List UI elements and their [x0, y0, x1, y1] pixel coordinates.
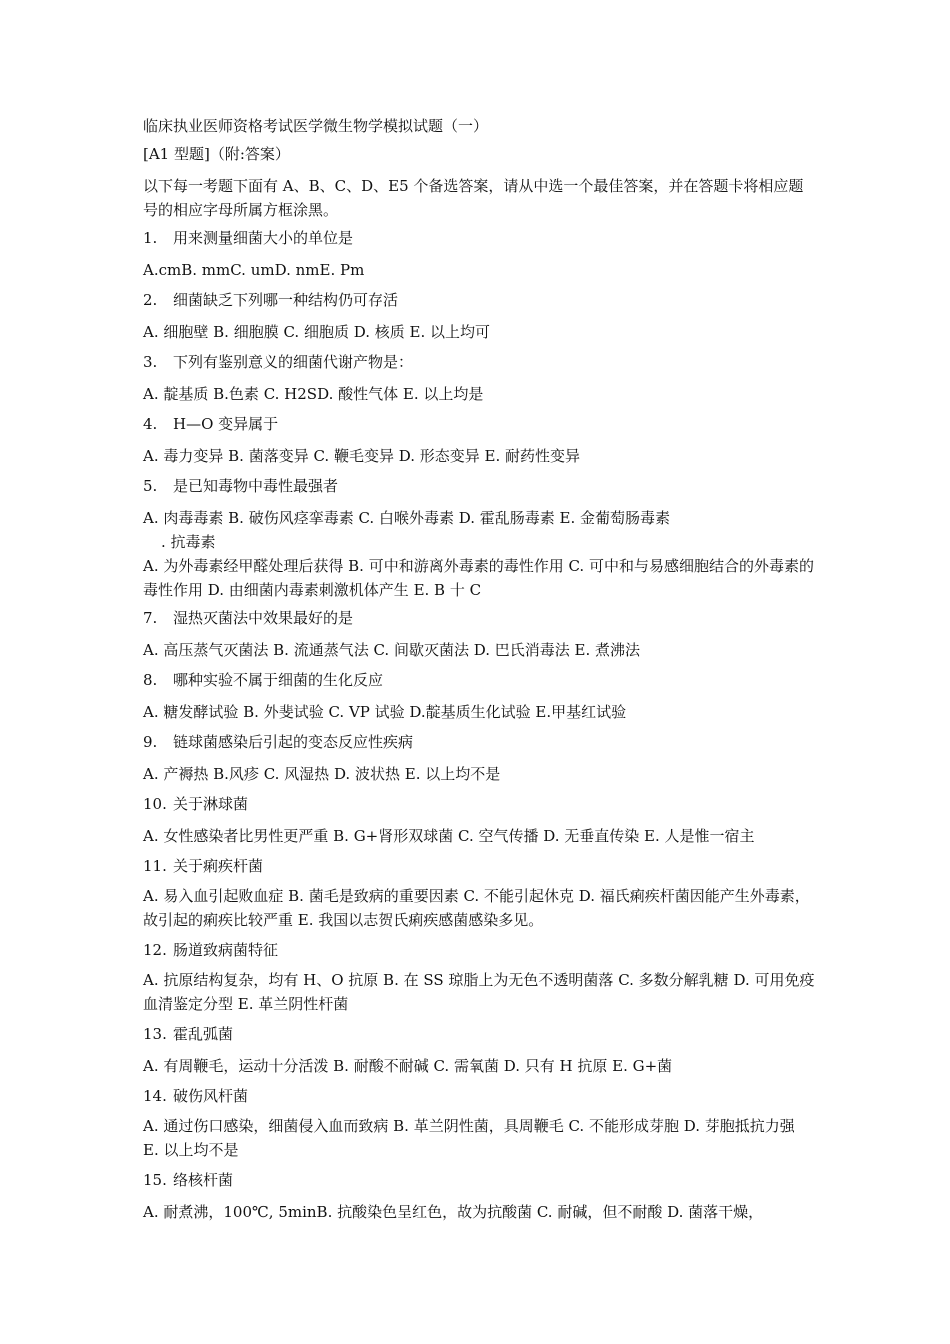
question-7 [143, 608, 815, 628]
question-14 [143, 1086, 815, 1106]
question-number: 7. [143, 609, 158, 627]
question-10 [143, 794, 815, 814]
question-4-options: A. 毒力变异 B. 菌落变异 C. 鞭毛变异 D. 形态变异 E. 耐药性变异 [143, 447, 580, 465]
question-2 [143, 290, 815, 310]
question-13 [143, 1024, 815, 1044]
question-12 [143, 940, 815, 960]
question-1 [143, 228, 815, 248]
question-12-options: A. 抗原结构复杂，均有 H、O 抗原 B. 在 SS 琼脂上为无色不透明菌落 C. 多数分解乳糖 D. 可用免疫血清鉴定分型 E. 革兰阴性杆菌 [143, 971, 815, 1013]
question-number: 9. [143, 733, 158, 751]
question-1-options: A.cmB. mmC. umD. nmE. Pm [143, 261, 365, 279]
question-text: H—O 变异属于 [173, 415, 279, 433]
instructions: 以下每一考题下面有 A、B、C、D、E5 个备选答案，请从中选一个最佳答案，并在答题卡将相应题号的相应字母所属方框涂黑。 [143, 177, 804, 219]
question-number: 10. [143, 795, 167, 813]
question-number: 5. [143, 477, 158, 495]
question-text: 关于淋球菌 [173, 795, 249, 813]
question-text: 破伤风杆菌 [173, 1087, 249, 1105]
question-4 [143, 414, 815, 434]
question-number: 3. [143, 353, 158, 371]
question-6-header: . 抗毒素 [161, 533, 216, 551]
question-11 [143, 856, 815, 876]
document-title: 临床执业医师资格考试医学微生物学模拟试题（一） [143, 117, 489, 135]
question-number: 4. [143, 415, 158, 433]
question-8 [143, 670, 815, 690]
question-15 [143, 1170, 815, 1190]
question-text: 是已知毒物中毒性最强者 [173, 477, 339, 495]
question-number: 1. [143, 229, 158, 247]
question-text: 细菌缺乏下列哪一种结构仍可存活 [173, 291, 399, 309]
question-5 [143, 476, 815, 496]
question-text: 络核杆菌 [173, 1171, 234, 1189]
question-number: 14. [143, 1087, 167, 1105]
question-2-options: A. 细胞壁 B. 细胞膜 C. 细胞质 D. 核质 E. 以上均可 [143, 323, 490, 341]
question-7-options: A. 高压蒸气灭菌法 B. 流通蒸气法 C. 间歇灭菌法 D. 巴氏消毒法 E. 煮沸法 [143, 641, 640, 659]
question-text: 关于痢疾杆菌 [173, 857, 264, 875]
question-text: 下列有鉴别意义的细菌代谢产物是： [173, 353, 414, 371]
question-number: 2. [143, 291, 158, 309]
question-3-options: A. 靛基质 B.色素 C. H2SD. 酸性气体 E. 以上均是 [143, 385, 484, 403]
question-text: 用来测量细菌大小的单位是 [173, 229, 354, 247]
question-3 [143, 352, 815, 372]
document-content [143, 116, 815, 1222]
question-8-options: A. 糖发酵试验 B. 外斐试验 C. VP 试验 D.靛基质生化试验 E.甲基红试验 [143, 703, 627, 721]
question-10-options: A. 女性感染者比男性更严重 B. G+肾形双球菌 C. 空气传播 D. 无垂直传染 E. 人是惟一宿主 [143, 827, 755, 845]
question-number: 12. [143, 941, 167, 959]
question-text: 链球菌感染后引起的变态反应性疾病 [173, 733, 414, 751]
question-number: 15. [143, 1171, 167, 1189]
question-14-options: A. 通过伤口感染，细菌侵入血而致病 B. 革兰阴性菌，具周鞭毛 C. 不能形成芽胞 D. 芽胞抵抗力强 E. 以上均不是 [143, 1117, 795, 1159]
question-number: 13. [143, 1025, 167, 1043]
question-text: 哪种实验不属于细菌的生化反应 [173, 671, 384, 689]
question-11-options: A. 易入血引起败血症 B. 菌毛是致病的重要因素 C. 不能引起休克 D. 福氏痢疾杆菌因能产生外毒素，故引起的痢疾比较严重 E. 我国以志贺氏痢疾感菌感染多见。 [143, 887, 810, 929]
question-6-options: A. 为外毒素经甲醛处理后获得 B. 可中和游离外毒素的毒性作用 C. 可中和与易感细胞结合的外毒素的毒性作用 D. 由细菌内毒素刺激机体产生 E. B 十 C [143, 557, 814, 599]
question-text: 肠道致病菌特征 [173, 941, 279, 959]
question-13-options: A. 有周鞭毛，运动十分活泼 B. 耐酸不耐碱 C. 需氧菌 D. 只有 H 抗原 E. G+菌 [143, 1057, 673, 1075]
question-text: 霍乱弧菌 [173, 1025, 234, 1043]
question-9-options: A. 产褥热 B.风疹 C. 风湿热 D. 波状热 E. 以上均不是 [143, 765, 501, 783]
question-number: 8. [143, 671, 158, 689]
question-text: 湿热灭菌法中效果最好的是 [173, 609, 354, 627]
question-15-options: A. 耐煮沸，100℃, 5minB. 抗酸染色呈红色，故为抗酸菌 C. 耐碱，但不耐酸 D. 菌落干燥， [143, 1203, 764, 1221]
question-9 [143, 732, 815, 752]
question-number: 11. [143, 857, 167, 875]
section-heading: [A1 型题]（附:答案） [143, 145, 290, 163]
question-5-options: A. 肉毒毒素 B. 破伤风痉挛毒素 C. 白喉外毒素 D. 霍乱肠毒素 E. 金葡萄肠毒素 [143, 509, 670, 527]
